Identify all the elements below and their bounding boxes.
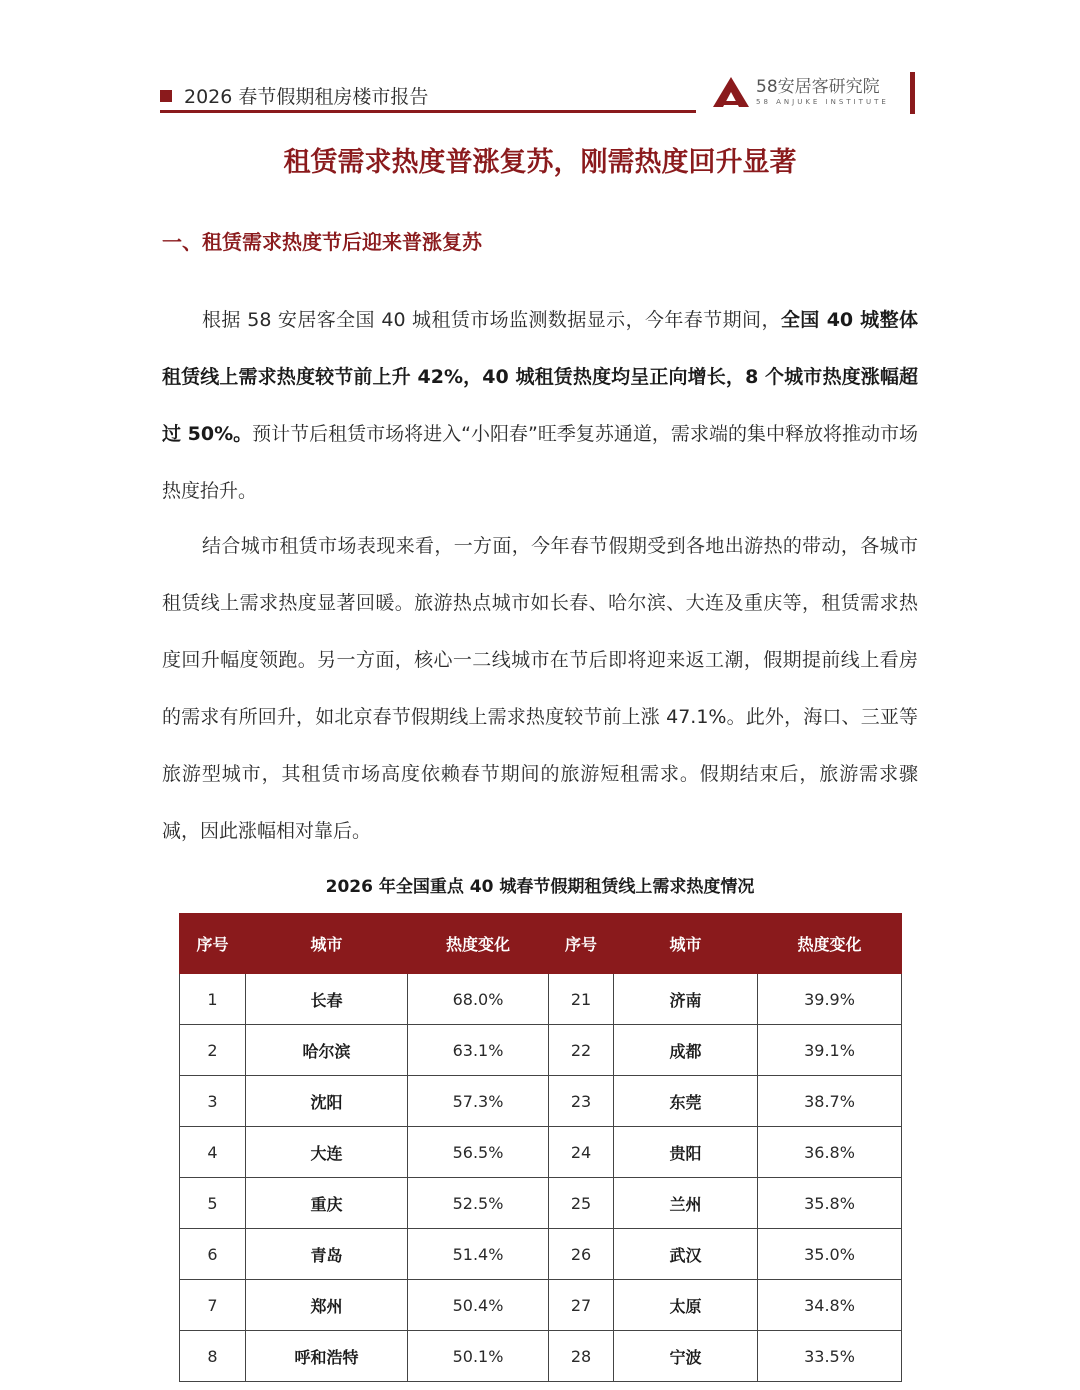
heat-change-cell: 38.7% [758,1076,902,1127]
header-heat-change: 热度变化 [758,914,902,974]
heat-change-cell: 36.8% [758,1127,902,1178]
rank-cell: 6 [180,1229,246,1280]
header-city: 城市 [614,914,758,974]
city-cell: 沈阳 [246,1076,408,1127]
logo-cn-name: 58安居客研究院 [756,77,880,97]
header-city: 城市 [246,914,408,974]
header-square-marker [160,90,172,102]
header-rank: 序号 [180,914,246,974]
heat-change-cell: 57.3% [408,1076,549,1127]
rank-cell: 23 [549,1076,614,1127]
city-cell: 长春 [246,974,408,1025]
paragraph-1-tail: 预计节后租赁市场将进入“小阳春”旺季复苏通道，需求端的集中释放将推动市场热度抬升。 [162,423,918,502]
heat-change-cell: 51.4% [408,1229,549,1280]
heat-change-cell: 39.1% [758,1025,902,1076]
table-row [180,1229,902,1280]
city-cell: 贵阳 [614,1127,758,1178]
rank-cell: 27 [549,1280,614,1331]
heat-change-cell: 52.5% [408,1178,549,1229]
table-header-row [180,914,902,974]
city-cell: 武汉 [614,1229,758,1280]
table-row [180,1178,902,1229]
rental-heat-table [179,913,902,1382]
city-cell: 太原 [614,1280,758,1331]
heat-change-cell: 33.5% [758,1331,902,1382]
rank-cell: 24 [549,1127,614,1178]
anjuke-logo-icon [712,76,750,108]
paragraph-1-highlight: 全国 40 城整体租赁线上需求热度较节前上升 42%，40 城租赁热度均呈正向增长，8 个城市热度涨幅超过 50%。 [162,309,918,445]
city-cell: 呼和浩特 [246,1331,408,1382]
table-row [180,1331,902,1382]
header-rank: 序号 [549,914,614,974]
table-row [180,974,902,1025]
city-cell: 宁波 [614,1331,758,1382]
heat-change-cell: 68.0% [408,974,549,1025]
rank-cell: 22 [549,1025,614,1076]
rank-cell: 4 [180,1127,246,1178]
table-row [180,1025,902,1076]
institute-logo [712,76,889,108]
city-cell: 成都 [614,1025,758,1076]
city-cell: 兰州 [614,1178,758,1229]
city-cell: 大连 [246,1127,408,1178]
paragraph-1-lead: 根据 58 安居客全国 40 城租赁市场监测数据显示，今年春节期间， [202,309,781,331]
heat-change-cell: 34.8% [758,1280,902,1331]
header-rule [160,110,696,113]
city-cell: 济南 [614,974,758,1025]
rank-cell: 2 [180,1025,246,1076]
header-heat-change: 热度变化 [408,914,549,974]
page-title: 租赁需求热度普涨复苏，刚需热度回升显著 [283,147,797,178]
city-cell: 青岛 [246,1229,408,1280]
table-caption: 2026 年全国重点 40 城春节假期租赁线上需求热度情况 [325,877,755,897]
city-cell: 东莞 [614,1076,758,1127]
heat-change-cell: 63.1% [408,1025,549,1076]
logo-text [756,77,889,107]
rank-cell: 8 [180,1331,246,1382]
table-row [180,1127,902,1178]
city-cell: 哈尔滨 [246,1025,408,1076]
rank-cell: 28 [549,1331,614,1382]
report-header [160,72,918,118]
rank-cell: 25 [549,1178,614,1229]
city-cell: 重庆 [246,1178,408,1229]
heat-change-cell: 50.4% [408,1280,549,1331]
report-title: 2026 春节假期租房楼市报告 [184,86,429,108]
table-row [180,1280,902,1331]
header-title-group [160,82,428,109]
rank-cell: 3 [180,1076,246,1127]
city-cell: 郑州 [246,1280,408,1331]
rank-cell: 5 [180,1178,246,1229]
logo-en-name: 58 ANJUKE INSTITUTE [756,98,889,106]
heat-change-cell: 56.5% [408,1127,549,1178]
rank-cell: 26 [549,1229,614,1280]
paragraph-2: 结合城市租赁市场表现来看，一方面，今年春节假期受到各地出游热的带动，各城市租赁线上需求热度显著回暖。旅游热点城市如长春、哈尔滨、大连及重庆等，租赁需求热度回升幅度领跑。另一方面，核心一二线城市在节后即将迎来返工潮，假期提前线上看房的需求有所回升，如北京春节假期线上需求热度较节前上涨 47.1%。此外，海口、三亚等旅游型城市，其租赁市场高度依赖春节期间的旅游短租需求。假期结束后，旅游需求骤减，因此涨幅相对靠后。 [162,535,918,842]
heat-change-cell: 35.0% [758,1229,902,1280]
rank-cell: 1 [180,974,246,1025]
section-heading: 一、租赁需求热度节后迎来普涨复苏 [162,230,482,254]
rank-cell: 7 [180,1280,246,1331]
rank-cell: 21 [549,974,614,1025]
heat-change-cell: 50.1% [408,1331,549,1382]
paragraph-1 [162,292,918,520]
heat-change-cell: 35.8% [758,1178,902,1229]
table-row [180,1076,902,1127]
heat-change-cell: 39.9% [758,974,902,1025]
header-right-bar [910,72,915,114]
